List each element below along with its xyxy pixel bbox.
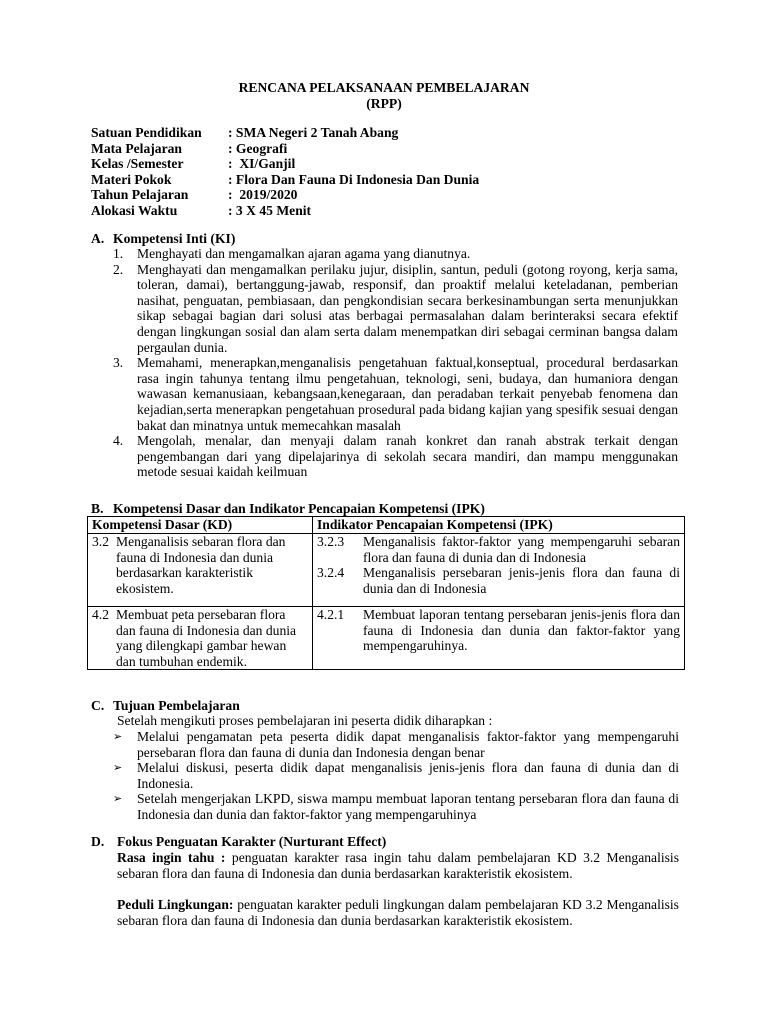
list-text: Melalui pengamatan peta peserta didik dapat menganalisis faktor-faktor yang mempengaruhi persebaran flora dan fauna di dunia dan Indonesia dengan benar — [137, 729, 679, 760]
list-item — [113, 760, 679, 791]
objectives-intro: Setelah mengikuti proses pembelajaran ini peserta didik diharapkan : — [117, 713, 493, 728]
column-header-ipk: Indikator Pencapaian Kompetensi (IPK) — [313, 517, 685, 534]
ipk-code: 4.2.1 — [317, 607, 345, 622]
table-header-row — [88, 517, 685, 534]
info-value: : 2019/2020 — [228, 187, 298, 203]
ipk-text: Menganalisis persebaran jenis-jenis flora dan fauna di dunia dan di Indonesia — [363, 565, 680, 596]
info-row — [91, 172, 479, 188]
arrow-bullet-icon: ➢ — [113, 792, 123, 806]
info-label: Tahun Pelajaran — [91, 187, 189, 203]
kd-cell — [88, 607, 313, 670]
section-letter: A. — [91, 231, 105, 246]
kd-entry — [92, 607, 308, 669]
ipk-code: 3.2.3 — [317, 534, 345, 549]
section-title: Kompetensi Inti (KI) — [113, 231, 236, 246]
ipk-text: Menganalisis faktor-faktor yang mempengaruhi sebaran flora dan fauna di dunia dan di Indonesia — [363, 534, 680, 565]
paragraph-label: Peduli Lingkungan: — [117, 897, 234, 912]
info-label: Satuan Pendidikan — [91, 125, 202, 140]
list-item — [113, 433, 678, 480]
arrow-bullet-icon: ➢ — [113, 730, 123, 743]
ipk-cell — [313, 607, 685, 670]
list-number: 3. — [113, 355, 124, 371]
section-letter: D. — [91, 834, 105, 849]
ipk-text: Membuat laporan tentang persebaran jenis-jenis flora dan fauna di Indonesia dan dunia dan faktor-faktor yang mempengaruhinya. — [363, 607, 680, 654]
ipk-entry — [317, 565, 680, 596]
info-label: Materi Pokok — [91, 171, 172, 187]
table-row — [88, 534, 685, 607]
kd-code: 3.2 — [92, 534, 109, 549]
section-title: Kompetensi Dasar dan Indikator Pencapaian Kompetensi (IPK) — [113, 501, 485, 516]
list-number: 2. — [113, 261, 124, 277]
list-text: Menghayati dan mengamalkan perilaku jujur, disiplin, santun, peduli (gotong royong, kerja sama, toleran, damai), bertanggung-jawab, responsif, dan proaktif melalui keteladanan, pemberian nasihat, penguatan, pembiasaan, dan pengkondisian secara berkesinambungan serta menunjukkan sikap sebagai bagian dari solusi atas berbagai permasalahan dalam berinteraksi secara efektif dengan lingkungan sosial dan alam serta dalam menempatkan diri sebagai cerminan bangsa dalam pergaulan dunia. — [137, 261, 678, 355]
ipk-entry — [317, 534, 680, 565]
character-paragraph-curiosity — [117, 850, 679, 881]
list-item — [113, 355, 678, 433]
paragraph-text: penguatan karakter peduli lingkungan dalam pembelajaran KD 3.2 Menganalisis sebaran flora dan fauna di Indonesia dan dunia berdasarkan karakteristik ekosistem. — [117, 897, 679, 928]
list-item — [113, 246, 678, 262]
section-title: Tujuan Pembelajaran — [113, 698, 240, 713]
section-c-heading — [91, 698, 240, 714]
list-text: Setelah mengerjakan LKPD, siswa mampu membuat laporan tentang persebaran flora dan fauna di Indonesia dan dunia dan faktor-faktor yang mempengaruhinya — [137, 791, 679, 822]
list-number: 1. — [113, 246, 124, 261]
info-value: : 3 X 45 Menit — [228, 202, 312, 218]
objectives-list — [113, 729, 679, 823]
kd-ipk-table — [87, 516, 685, 670]
identity-block — [91, 125, 479, 219]
section-letter: B. — [91, 501, 104, 516]
section-d-heading — [91, 834, 386, 850]
section-title: Fokus Penguatan Karakter (Nurturant Effect) — [117, 834, 387, 849]
arrow-bullet-icon: ➢ — [113, 761, 123, 775]
info-value: : XI/Ganjil — [228, 156, 296, 172]
list-item — [113, 729, 679, 760]
list-text: Melalui diskusi, peserta didik dapat menganalisis jenis-jenis flora dan fauna di dunia dan di Indonesia. — [137, 760, 679, 791]
list-text: Memahami, menerapkan,menganalisis pengetahuan faktual,konseptual, procedural berdasarkan rasa ingin tahunya tentang ilmu pengetahuan, teknologi, seni, budaya, dan humaniora dengan wawasan kemanusiaan, kebangsaan,kenegaraan, dan peradaban terkait penyebab fenomena dan kejadian,serta menerapkan pengetahuan prosedural pada bidang kajian yang spesifik sesuai dengan bakat dan minatnya untuk memecahkan masalah — [137, 355, 678, 433]
list-text: Mengolah, menalar, dan menyaji dalam ranah konkret dan ranah abstrak terkait dengan pengembangan dari yang dipelajarinya di sekolah secara mandiri, dan mampu menggunakan metode sesuai kaidah keilmuan — [137, 433, 678, 480]
info-value: : SMA Negeri 2 Tanah Abang — [228, 125, 399, 140]
list-text: Menghayati dan mengamalkan ajaran agama yang dianutnya. — [137, 246, 471, 261]
info-label: Kelas /Semester — [91, 156, 184, 172]
section-b-heading — [91, 501, 485, 517]
ki-list — [113, 246, 678, 480]
info-label: Mata Pelajaran — [91, 140, 182, 156]
table-row — [88, 607, 685, 670]
ipk-code: 3.2.4 — [317, 565, 345, 581]
document-title: RENCANA PELAKSANAAN PEMBELAJARAN — [238, 80, 530, 95]
list-item — [113, 791, 679, 822]
list-number: 4. — [113, 433, 124, 449]
document-subtitle: (RPP) — [366, 96, 402, 111]
ipk-entry — [317, 607, 680, 654]
section-letter: C. — [91, 698, 105, 713]
section-a-heading — [91, 231, 235, 247]
list-item — [113, 262, 678, 356]
info-row — [91, 141, 479, 157]
kd-text: Menganalisis sebaran flora dan fauna di Indonesia dan dunia berdasarkan karakteristik ekosistem. — [116, 534, 286, 596]
info-row — [91, 156, 479, 172]
info-label: Alokasi Waktu — [91, 202, 178, 218]
column-header-kd: Kompetensi Dasar (KD) — [88, 517, 313, 534]
kd-text: Membuat peta persebaran flora dan fauna di Indonesia dan dunia yang dilengkapi gambar hewan dan tumbuhan endemik. — [116, 607, 297, 669]
kd-entry — [92, 534, 308, 596]
kd-cell — [88, 534, 313, 607]
info-value: : Geografi — [228, 140, 288, 156]
info-value: : Flora Dan Fauna Di Indonesia Dan Dunia — [228, 171, 480, 187]
kd-code: 4.2 — [92, 607, 109, 622]
paragraph-text: penguatan karakter rasa ingin tahu dalam pembelajaran KD 3.2 Menganalisis sebaran flora dan fauna di Indonesia dan dunia berdasarkan karakteristik ekosistem. — [117, 850, 679, 881]
info-row — [91, 203, 479, 219]
info-row — [91, 187, 479, 203]
character-paragraph-environment — [117, 897, 679, 928]
paragraph-label: Rasa ingin tahu : — [117, 850, 226, 865]
info-row — [91, 125, 479, 141]
ipk-cell — [313, 534, 685, 607]
